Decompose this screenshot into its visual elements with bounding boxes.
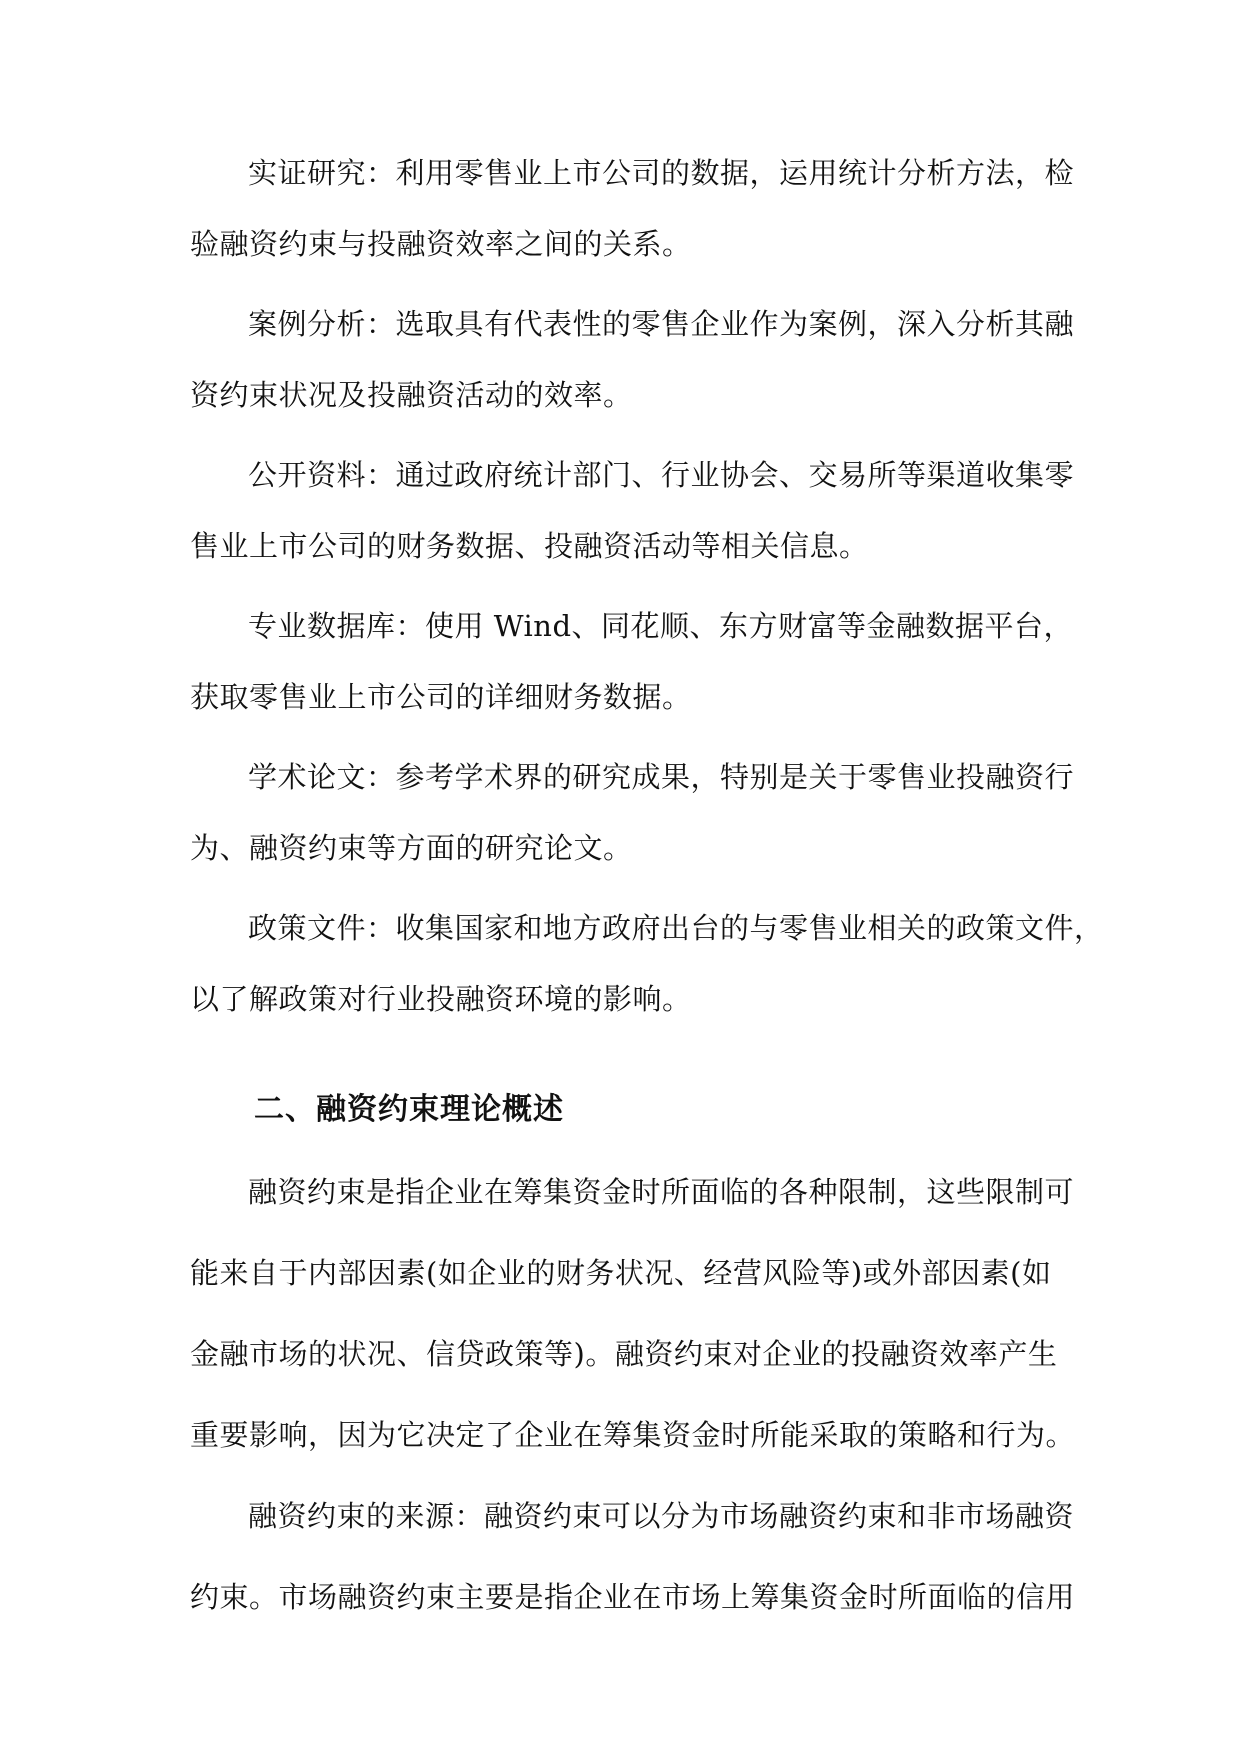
body-paragraph-2-line-2: 约束。市场融资约束主要是指企业在市场上筹集资金时所面临的信用 [190,1580,1076,1614]
paragraph-database-line-1: 专业数据库：使用 Wind、同花顺、东方财富等金融数据平台， [248,609,1074,643]
body-paragraph-1-line-2: 能来自于内部因素(如企业的财务状况、经营风险等)或外部因素(如 [190,1256,1052,1290]
paragraph-public-data-line-1: 公开资料：通过政府统计部门、行业协会、交易所等渠道收集零 [248,458,1075,492]
paragraph-database-line-2: 获取零售业上市公司的详细财务数据。 [190,680,692,714]
paragraph-empirical-line-2: 验融资约束与投融资效率之间的关系。 [190,227,692,261]
body-paragraph-1-line-1: 融资约束是指企业在筹集资金时所面临的各种限制，这些限制可 [248,1175,1075,1209]
section-heading: 二、融资约束理论概述 [254,1092,564,1127]
paragraph-case-study-line-1: 案例分析：选取具有代表性的零售企业作为案例，深入分析其融 [248,307,1075,341]
paragraph-policy-line-1: 政策文件：收集国家和地方政府出台的与零售业相关的政策文件， [248,911,1104,945]
paragraph-academic-line-1: 学术论文：参考学术界的研究成果，特别是关于零售业投融资行 [248,760,1075,794]
paragraph-case-study-line-2: 资约束状况及投融资活动的效率。 [190,378,633,412]
paragraph-policy-line-2: 以了解政策对行业投融资环境的影响。 [190,982,692,1016]
body-paragraph-1-line-4: 重要影响，因为它决定了企业在筹集资金时所能采取的策略和行为。 [190,1418,1076,1452]
paragraph-public-data-line-2: 售业上市公司的财务数据、投融资活动等相关信息。 [190,529,869,563]
paragraph-academic-line-2: 为、融资约束等方面的研究论文。 [190,831,633,865]
paragraph-empirical-line-1: 实证研究：利用零售业上市公司的数据，运用统计分析方法，检 [248,156,1075,190]
body-paragraph-1-line-3: 金融市场的状况、信贷政策等)。融资约束对企业的投融资效率产生 [190,1337,1058,1371]
body-paragraph-2-line-1: 融资约束的来源：融资约束可以分为市场融资约束和非市场融资 [248,1499,1075,1533]
